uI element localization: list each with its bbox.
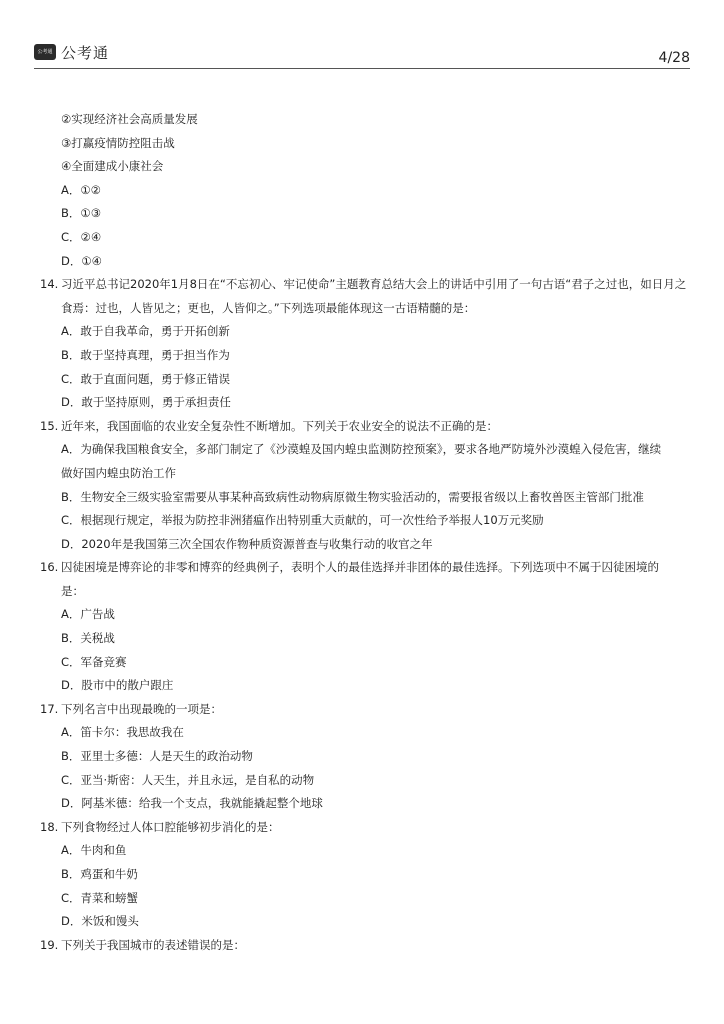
option-line: C．②④ bbox=[61, 229, 102, 244]
option-line: C．青菜和螃蟹 bbox=[61, 890, 139, 905]
question-16 bbox=[40, 556, 700, 580]
option-line: B．敢于坚持真理，勇于担当作为 bbox=[61, 347, 230, 362]
option-line: A．敢于自我革命，勇于开拓创新 bbox=[61, 324, 230, 339]
logo-icon: 公考通 bbox=[34, 44, 56, 60]
question-18 bbox=[40, 816, 700, 840]
question-text: 近年来，我国面临的农业安全复杂性不断增加。下列关于农业安全的说法不正确的是： bbox=[61, 418, 498, 433]
question-text-cont: 是： bbox=[61, 583, 84, 598]
item-line: ②实现经济社会高质量发展 bbox=[61, 112, 198, 126]
question-text: 囚徒困境是博弈论的非零和博弈的经典例子，表明个人的最佳选择并非团体的最佳选择。下列选项中不属于囚徒困境的 bbox=[61, 560, 659, 575]
option-line: B．关税战 bbox=[61, 631, 115, 646]
question-text: 下列食物经过人体口腔能够初步消化的是： bbox=[61, 819, 280, 834]
question-14 bbox=[40, 273, 700, 297]
option-line: A．牛肉和鱼 bbox=[61, 843, 127, 858]
question-number: 16. bbox=[40, 560, 59, 575]
question-text-cont: 食焉：过也，人皆见之；更也，人皆仰之。”下列选项最能体现这一古语精髓的是： bbox=[61, 300, 476, 315]
page-header bbox=[34, 40, 690, 69]
question-15 bbox=[40, 415, 700, 439]
option-line: B．鸡蛋和牛奶 bbox=[61, 867, 138, 881]
option-line: B．亚里士多德：人是天生的政治动物 bbox=[61, 749, 253, 764]
question-text: 下列关于我国城市的表述错误的是： bbox=[61, 937, 245, 952]
option-line: B．①③ bbox=[61, 206, 102, 221]
option-line: A．为确保我国粮食安全，多部门制定了《沙漠蝗及国内蝗虫监测防控预案》，要求各地严防境外沙漠蝗入侵危害，继续 bbox=[61, 442, 662, 457]
option-line: D．敢于坚持原则，勇于承担责任 bbox=[61, 395, 231, 410]
option-line: D．阿基米德：给我一个支点，我就能撬起整个地球 bbox=[61, 796, 323, 811]
option-line: D．股市中的散户跟庄 bbox=[61, 678, 174, 693]
option-line: C．敢于直面问题，勇于修正错误 bbox=[61, 371, 231, 386]
option-line: D．米饭和馒头 bbox=[61, 914, 139, 929]
question-text: 习近平总书记2020年1月8日在“不忘初心、牢记使命”主题教育总结大会上的讲话中引用了一句古语“君子之过也，如日月之 bbox=[61, 277, 687, 292]
question-19 bbox=[40, 934, 700, 958]
page-number: 4/28 bbox=[658, 50, 690, 66]
option-line: A．①② bbox=[61, 182, 101, 197]
question-number: 15. bbox=[40, 418, 59, 433]
item-line: ④全面建成小康社会 bbox=[61, 159, 164, 174]
option-line-cont: 做好国内蝗虫防治工作 bbox=[61, 465, 176, 480]
option-line: D．①④ bbox=[61, 253, 102, 268]
option-line: C．根据现行规定，举报为防控非洲猪瘟作出特别重大贡献的，可一次性给予举报人10万元奖励 bbox=[61, 513, 544, 528]
item-line: ③打赢疫情防控阻击战 bbox=[61, 135, 175, 150]
option-line: C．亚当·斯密：人天生，并且永远，是自私的动物 bbox=[61, 772, 315, 787]
question-number: 19. bbox=[40, 937, 59, 952]
option-line: C．军备竞赛 bbox=[61, 654, 127, 669]
question-number: 18. bbox=[40, 819, 59, 834]
question-17 bbox=[40, 698, 700, 722]
option-line: D．2020年是我国第三次全国农作物种质资源普查与收集行动的收官之年 bbox=[61, 536, 433, 551]
question-number: 17. bbox=[40, 701, 59, 716]
option-line: B．生物安全三级实验室需要从事某种高致病性动物病原微生物实验活动的，需要报省级以上畜牧兽医主管部门批准 bbox=[61, 489, 644, 504]
brand-name: 公考通 bbox=[61, 44, 110, 62]
question-text: 下列名言中出现最晚的一项是： bbox=[61, 701, 222, 716]
question-list bbox=[40, 108, 700, 957]
option-line: A．笛卡尔：我思故我在 bbox=[61, 725, 184, 740]
option-line: A．广告战 bbox=[61, 607, 115, 622]
question-number: 14. bbox=[40, 277, 59, 292]
